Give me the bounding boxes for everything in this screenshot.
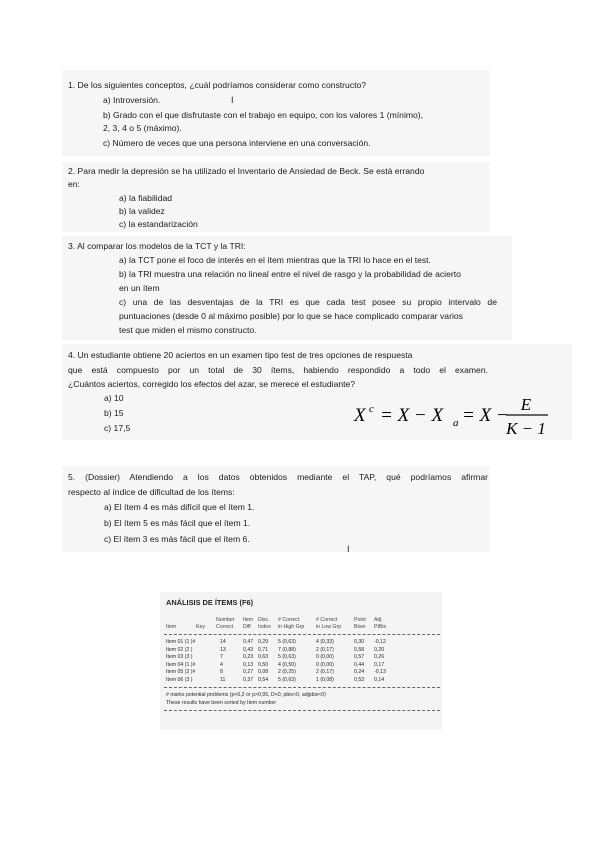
table-header-bottom-cell: Index — [258, 624, 271, 630]
question-5-option-c: c) El ítem 3 es más fácil que el ítem 6. — [104, 534, 250, 544]
table-cell: 0,37 — [243, 677, 254, 683]
formula-lhs: X — [354, 405, 366, 426]
table-cell: 0,47 — [243, 639, 254, 645]
question-3-option-b-line1: b) la TRI muestra una relación no lineal entre el nivel de rasgo y la probabilidad de acierto — [119, 269, 461, 279]
question-1-option-a: a) Introversión. — [103, 95, 161, 105]
question-2-stem-line2: en: — [68, 179, 80, 189]
question-5-stem-line1: 5. (Dossier) Atendiendo a los datos obtenidos mediante el TAP, qué podríamos afirmar — [68, 472, 488, 482]
question-4-option-b: b) 15 — [104, 408, 124, 418]
header-underline — [164, 634, 440, 635]
table-header-bottom-cell: Item — [166, 624, 177, 630]
table-cell: Item 01 (1 )# — [166, 639, 196, 645]
table-cell: 0,13 — [243, 661, 254, 668]
table-cell: 5 (0,63) — [278, 654, 296, 661]
table-note-sorting: These results have been sorted by Item number — [166, 700, 277, 706]
table-cell: 0,17 — [374, 661, 385, 668]
table-title: ANÁLISIS DE ÍTEMS (F6) — [166, 598, 254, 607]
table-cell: 0,08 — [258, 669, 269, 676]
table-cell: 0 (0,00) — [316, 661, 334, 668]
question-1-stem: 1. De los siguientes conceptos, ¿cuál podríamos considerar como constructo? — [68, 80, 367, 90]
table-cell: 7 — [220, 654, 223, 661]
table-header-top-cell: Item — [243, 617, 254, 623]
table-cell: 2 (0,17) — [316, 646, 334, 653]
table-cell: 0,71 — [258, 646, 269, 653]
table-cell: 1 (0,08) — [316, 677, 334, 683]
table-cell: 13 — [220, 646, 226, 653]
item-analysis-table — [160, 592, 442, 730]
table-footer-line — [164, 710, 440, 711]
table-cell: 14 — [220, 639, 226, 645]
table-header-top-cell: Number — [216, 617, 235, 623]
table-cell: 0,57 — [354, 654, 365, 661]
table-cell: 0 (0,00) — [316, 654, 334, 661]
table-cell: 0,29 — [258, 639, 269, 645]
table-cell: 0,30 — [354, 639, 365, 645]
table-header-bottom-cell: Biser — [354, 624, 366, 630]
table-cell: 8 — [220, 669, 223, 676]
question-3-option-a: a) la TCT pone el foco de interés en el ítem mientras que la TRI lo hace en el test. — [119, 255, 431, 265]
table-header-top-cell: # Correct — [316, 617, 338, 623]
table-cell: 4 — [220, 661, 223, 668]
question-2-option-b: b) la validez — [119, 206, 165, 216]
table-cell: 11 — [220, 677, 226, 683]
question-3-option-b-line2: en un ítem — [119, 283, 160, 293]
table-cell: 2 (0,25) — [278, 669, 296, 676]
table-cell: 0,24 — [354, 669, 365, 676]
question-4-stem-line1: 4. Un estudiante obtiene 20 aciertos en un examen tipo test de tres opciones de respuesta — [68, 350, 413, 360]
question-1-option-c: c) Número de veces que una persona interviene en una conversación. — [103, 138, 371, 148]
formula-lhs-superscript: c — [369, 403, 374, 415]
formula-subscript: a — [453, 417, 459, 429]
question-2-option-c: c) la estandarización — [119, 219, 198, 229]
table-header-bottom-cell: Key — [196, 624, 205, 630]
table-cell: 5 (0,63) — [278, 639, 296, 645]
question-1-option-b-line1: b) Grado con el que disfrutaste con el trabajo en equipo, con los valores 1 (mínimo), — [103, 110, 424, 120]
table-cell: Item 04 (1 )# — [166, 661, 196, 668]
table-header-bottom-cell: Correct — [216, 624, 234, 630]
table-cell: 4 (0,33) — [316, 639, 334, 645]
table-cell: Item 06 (3 ) — [166, 677, 193, 683]
table-cell: -0,13 — [374, 669, 386, 676]
table-note-problems: # marks potential problems (p<0,2 or p>0,95, D<0, pbis<0, adjpbis<0) — [166, 692, 326, 698]
question-4-stem-line2: que está compuesto por un total de 30 ítems, habiendo respondido a todo el examen. — [68, 365, 488, 375]
question-5-stem-line2: respecto al índice de dificultad de los ítems: — [68, 487, 235, 497]
question-5-option-a: a) El ítem 4 es más difícil que el ítem 1. — [104, 502, 255, 512]
formula-right: = X − — [462, 405, 509, 426]
table-cell: 0,26 — [374, 654, 385, 661]
question-1-option-b-line2: 2, 3, 4 o 5 (máximo). — [103, 123, 182, 133]
question-3-option-c-line2: puntuaciones (desde 0 al máximo posible) por lo que se hace complicado comparar varios — [119, 311, 463, 321]
question-2-option-a: a) la fiabilidad — [119, 193, 173, 203]
table-header-bottom-cell: in High Grp — [278, 624, 305, 630]
table-cell: 5 (0,63) — [278, 677, 296, 683]
question-2-stem-line1: 2. Para medir la depresión se ha utilizado el Inventario de Ansiedad de Beck. Se está errando — [68, 166, 425, 176]
table-cell: Item 03 (3 ) — [166, 654, 193, 661]
question-5-option-b: b) El ítem 5 es más fácil que el ítem 1. — [104, 518, 251, 528]
table-cell: 7 (0,88) — [278, 646, 296, 653]
question-3-stem: 3. Al comparar los modelos de la TCT y la TRI: — [68, 241, 246, 251]
table-cell: 0,54 — [258, 677, 269, 683]
table-cell: 0,20 — [374, 646, 385, 653]
table-cell: 0,43 — [243, 646, 254, 653]
table-cell: 0,58 — [354, 646, 365, 653]
table-cell: 2 (0,17) — [316, 669, 334, 676]
formula-middle: = X − X — [380, 405, 444, 426]
text-cursor-icon: I — [231, 95, 234, 105]
table-cell: 0,53 — [354, 677, 365, 683]
table-cell: 4 (0,50) — [278, 661, 296, 668]
formula-denominator: K − 1 — [506, 419, 546, 438]
question-3-option-c-line3: test que miden el mismo constructo. — [119, 325, 257, 335]
table-header-top-cell: Disc. — [258, 617, 270, 623]
table-header-top-cell: Adj — [374, 617, 382, 623]
table-cell: 0,23 — [243, 654, 254, 661]
formula-numerator: E — [520, 395, 532, 414]
table-header-top-cell: # Correct — [278, 617, 300, 623]
text-cursor-icon: I — [347, 544, 350, 554]
chance-correction-formula — [348, 392, 563, 438]
table-header-bottom-cell: PtBis — [374, 624, 387, 630]
table-cell: 0,63 — [258, 654, 269, 661]
table-header-bottom-cell: Diff — [243, 624, 251, 630]
table-cell: Item 05 (2 )# — [166, 669, 196, 676]
question-3-option-c-line1: c) una de las desventajas de la TRI es que cada test posee su propio intervalo de — [119, 297, 497, 307]
table-cell: Item 02 (2 ) — [166, 646, 193, 653]
table-separator — [164, 687, 440, 688]
table-cell: 0,44 — [354, 661, 365, 668]
table-header-top-cell: Point — [354, 617, 366, 623]
question-4-stem-line3: ¿Cuántos aciertos, corregido los efectos del azar, se merece el estudiante? — [68, 379, 356, 389]
table-header-bottom-cell: in Low Grp — [316, 624, 342, 630]
table-cell: 0,14 — [374, 677, 385, 683]
question-4-option-c: c) 17,5 — [104, 423, 131, 433]
table-cell: -0,12 — [374, 639, 386, 645]
table-cell: 0,50 — [258, 661, 269, 668]
table-cell: 0,27 — [243, 669, 254, 676]
question-4-option-a: a) 10 — [104, 393, 124, 403]
